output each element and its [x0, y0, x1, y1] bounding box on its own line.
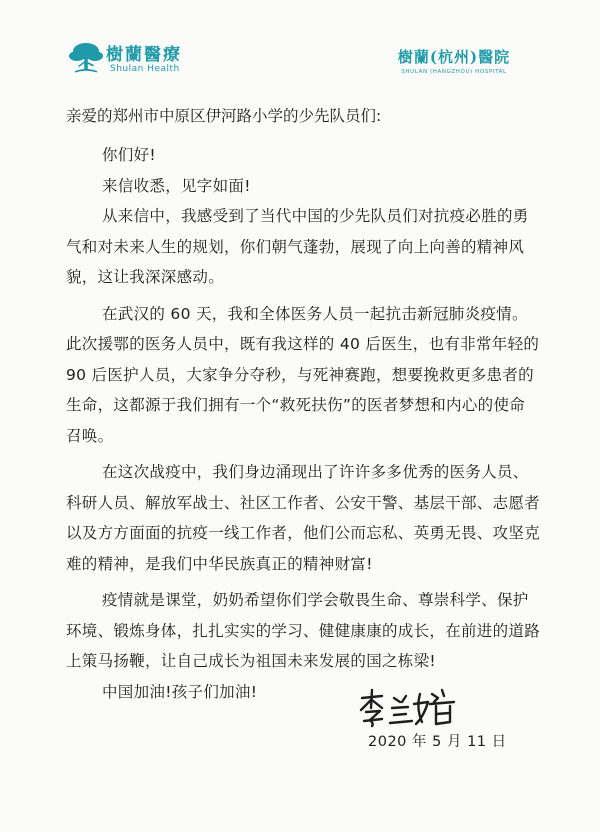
shulan-hangzhou-hospital-logo — [390, 46, 518, 75]
shulan-health-logo — [66, 40, 206, 80]
left-logo-subtitle: Shulan Health — [110, 64, 180, 74]
left-logo-name: 樹蘭醫療 — [106, 45, 182, 65]
letter-paragraph: 在武汉的 60 天，我和全体医务人员一起抗击新冠肺炎疫情。此次援鄂的医务人员中，既有我这样的 40 后医生，也有非常年轻的 90 后医护人员，大家争分夺秒，与死神赛跑，想要挽救更多患者的生命，这都源于我们拥有一个“救死扶伤”的医者梦想和内心的使命召唤。 — [66, 304, 540, 445]
letter-paragraph: 在这次战疫中，我们身边涌现出了许许多多优秀的医务人员、科研人员、解放军战士、社区工作者、公安干警、基层干部、志愿者以及方方面面的抗疫一线工作者，他们公而忘私、英勇无畏、攻坚克难的精神，是我们中华民族真正的精神财富! — [66, 463, 541, 573]
right-logo-subtitle: SHULAN (HANGZHOU) HOSPITAL — [401, 69, 507, 75]
letter-body — [66, 104, 540, 707]
right-logo-name: 樹蘭(杭州)醫院 — [397, 48, 511, 66]
letter-salutation: 亲爱的郑州市中原区伊河路小学的少先队员们: — [66, 107, 382, 125]
letter-date: 2020 年 5 月 11 日 — [368, 734, 507, 750]
letter-paragraph: 疫情就是课堂，奶奶希望你们学会敬畏生命、尊崇科学、保护环境、锻炼身体，扎扎实实的学习、健健康康的成长，在前进的道路上策马扬鞭，让自己成长为祖国未来发展的国之栋梁! — [66, 591, 541, 670]
letter-paragraph: 中国加油!孩子们加油! — [102, 682, 258, 701]
letter-paragraph: 从来信中，我感受到了当代中国的少先队员们对抗疫必胜的勇气和对未来人生的规划，你们朝气蓬勃，展现了向上向善的精神风貌，这让我深深感动。 — [66, 207, 529, 286]
handwritten-signature — [356, 688, 466, 728]
tree-icon — [66, 40, 106, 80]
letter-paragraph: 你们好! — [102, 146, 156, 164]
letter-paragraph: 来信收悉，见字如面! — [102, 176, 251, 195]
